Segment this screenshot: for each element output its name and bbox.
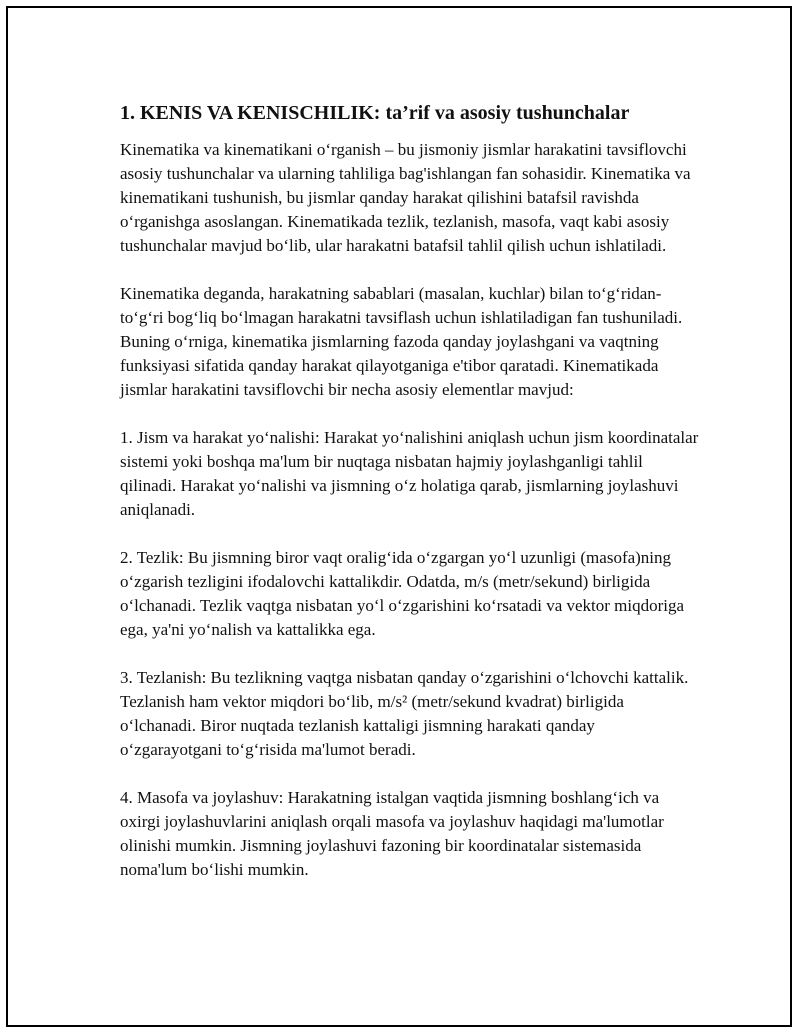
document-content <box>120 100 700 906</box>
document-page <box>6 6 792 1027</box>
paragraph-direction: 1. Jism va harakat yo‘nalishi: Harakat yo‘nalishini aniqlash uchun jism koordinatalar sistemi yoki boshqa ma'lum bir nuqtaga nisbatan hajmiy joylashganligi tahlil qilinadi. Harakat yo‘nalishi va jismning o‘z holatiga qarab, jismlarning joylashuvi aniqlanadi. <box>120 428 699 519</box>
paragraph-definition: Kinematika deganda, harakatning sabablari (masalan, kuchlar) bilan to‘g‘ridan-to‘g‘ri bog‘liq bo‘lmagan harakatni tavsiflash uchun ishlatiladigan fan tushuniladi. Buning o‘rniga, kinematika jismlarning fazoda qanday joylashgani va vaqtning funksiyasi sifatida qanday harakat qilayotganiga e'tibor qaratadi. Kinematikada jismlar harakatini tavsiflovchi bir necha asosiy elementlar mavjud: <box>120 284 683 399</box>
paragraph-distance: 4. Masofa va joylashuv: Harakatning istalgan vaqtida jismning boshlang‘ich va oxirgi joylashuvlarini aniqlash orqali masofa va joylashuv haqidagi ma'lumotlar olinishi mumkin. Jismning joylashuvi fazoning bir koordinatalar sistemasida noma'lum bo‘lishi mumkin. <box>120 788 664 879</box>
section-heading: 1. KENIS VA KENISCHILIK: ta’rif va asosiy tushunchalar <box>120 102 630 124</box>
paragraph-intro: Kinematika va kinematikani o‘rganish – bu jismoniy jismlar harakatini tavsiflovchi asosiy tushunchalar va ularning tahliliga bag'ishlangan fan sohasidir. Kinematika va kinematikani tushunish, bu jismlar qanday harakat qilishini batafsil ravishda o‘rganishga asoslangan. Kinematikada tezlik, tezlanish, masofa, vaqt kabi asosiy tushunchalar mavjud bo‘lib, ular harakatni batafsil tahlil qilish uchun ishlatiladi. <box>120 140 691 255</box>
paragraph-acceleration: 3. Tezlanish: Bu tezlikning vaqtga nisbatan qanday o‘zgarishini o‘lchovchi kattalik. Tezlanish ham vektor miqdori bo‘lib, m/s² (metr/sekund kvadrat) birligida o‘lchanadi. Biror nuqtada tezlanish kattaligi jismning harakati qanday o‘zgarayotgani to‘g‘risida ma'lumot beradi. <box>120 668 689 759</box>
paragraph-velocity: 2. Tezlik: Bu jismning biror vaqt oralig‘ida o‘zgargan yo‘l uzunligi (masofa)ning o‘zgarish tezligini ifodalovchi kattalikdir. Odatda, m/s (metr/sekund) birligida o‘lchanadi. Tezlik vaqtga nisbatan yo‘l o‘zgarishini ko‘rsatadi va vektor miqdoriga ega, ya'ni yo‘nalish va kattalikka ega. <box>120 548 685 639</box>
